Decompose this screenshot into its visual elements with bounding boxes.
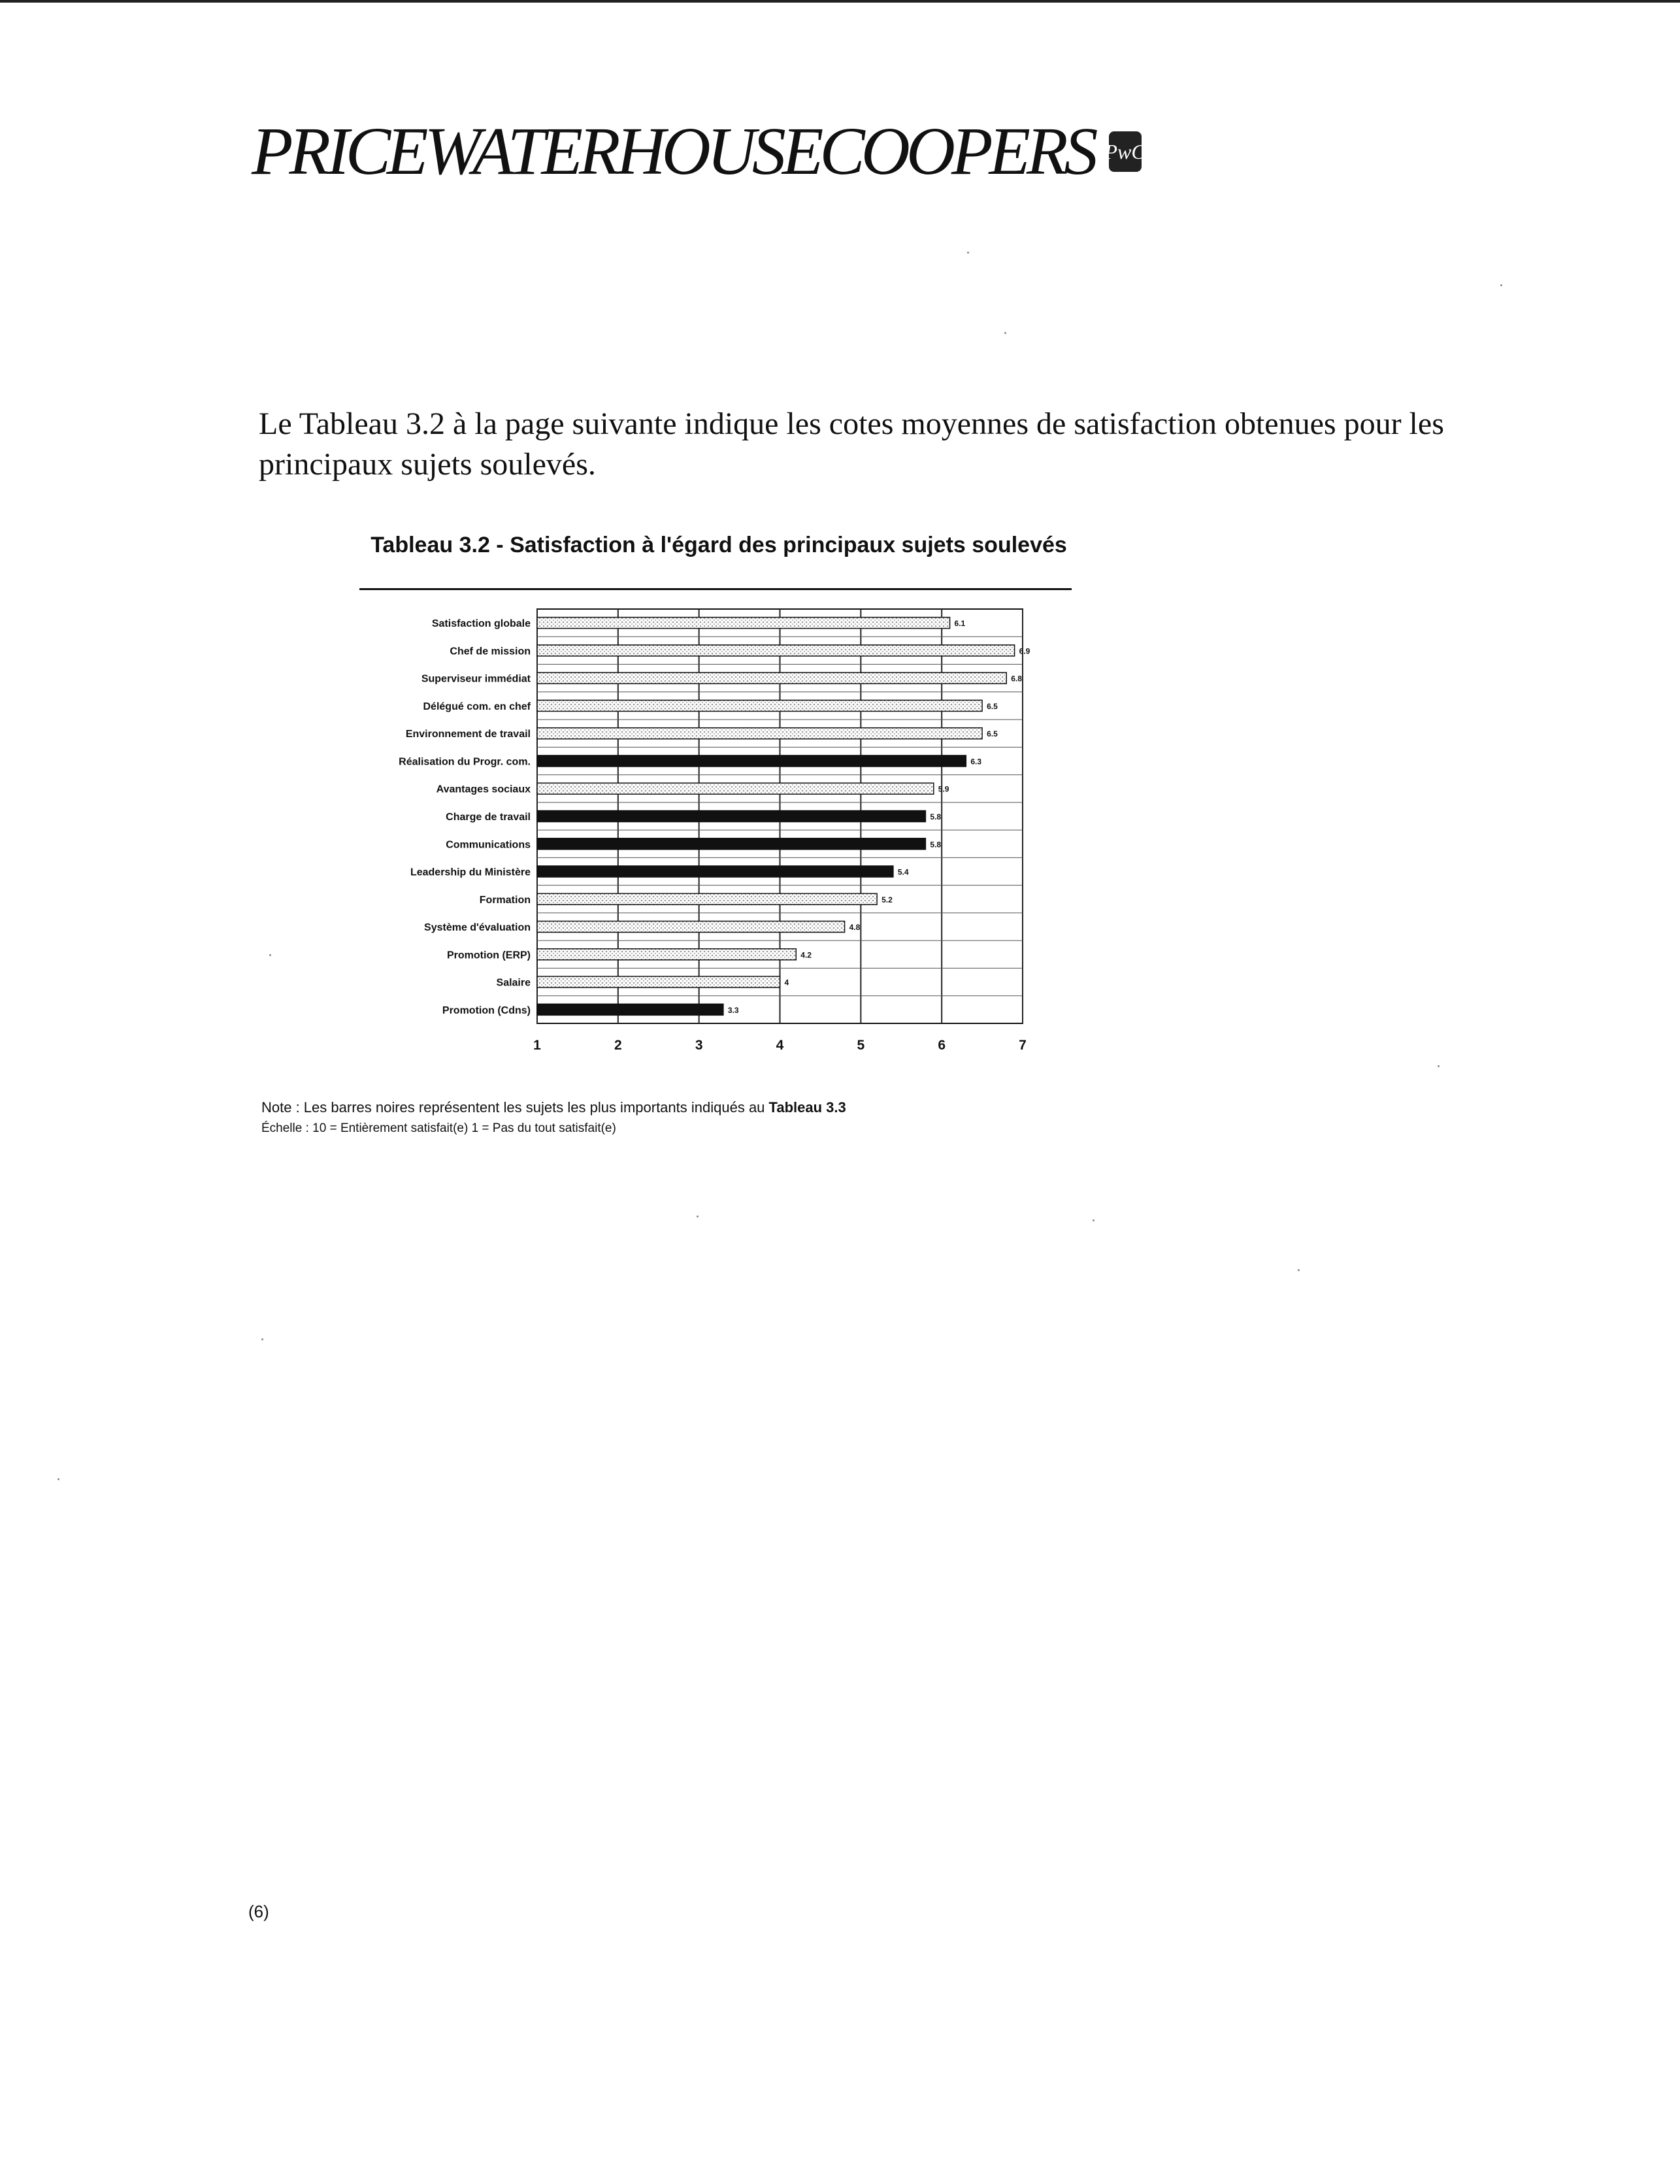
data-label: 4.2	[800, 950, 812, 960]
data-label: 6.1	[954, 619, 966, 629]
x-tick-label: 6	[938, 1038, 946, 1053]
data-label: 6.5	[987, 701, 998, 711]
category-label: Système d'évaluation	[424, 922, 531, 934]
data-label: 6.3	[970, 757, 982, 767]
x-tick-label: 7	[1019, 1038, 1027, 1053]
x-tick-label: 2	[614, 1038, 622, 1053]
scan-speck	[1093, 1219, 1095, 1221]
category-label: Satisfaction globale	[431, 618, 531, 630]
bar	[537, 949, 796, 960]
data-label: 4	[784, 978, 789, 987]
category-label: Charge de travail	[446, 812, 531, 823]
intro-paragraph: Le Tableau 3.2 à la page suivante indique les cotes moyennes de satisfaction obtenues pour les principaux sujets soulevés.	[259, 406, 1444, 482]
note-text: Note : Les barres noires représentent les sujets les plus importants indiqués au	[261, 1099, 769, 1116]
category-label: Promotion (ERP)	[447, 950, 531, 961]
data-label: 6.9	[1019, 646, 1030, 656]
category-label: Avantages sociaux	[436, 784, 531, 795]
logo-wordmark: PRICEWATERHOUSECOOPERS	[252, 114, 1095, 189]
scan-speck	[1438, 1065, 1440, 1067]
scan-speck	[1004, 332, 1006, 334]
data-label: 5.4	[897, 867, 909, 877]
bar	[537, 728, 982, 739]
satisfaction-bar-chart	[366, 601, 1085, 1072]
category-label: Promotion (Cdns)	[442, 1004, 531, 1016]
page-number: (6)	[248, 1902, 269, 1921]
title-rule	[359, 588, 1072, 590]
category-label: Leadership du Ministère	[410, 867, 531, 878]
scan-speck	[697, 1216, 699, 1217]
company-logo	[252, 114, 1145, 189]
x-tick-label: 4	[776, 1038, 784, 1053]
x-tick-label: 3	[695, 1038, 703, 1053]
scan-speck	[58, 1478, 59, 1480]
x-tick-label: 1	[533, 1038, 541, 1053]
note-ref: Tableau 3.3	[768, 1099, 846, 1116]
data-label: 6.8	[1011, 674, 1022, 684]
chart-title: Tableau 3.2 - Satisfaction à l'égard des principaux sujets soulevés	[371, 533, 1067, 557]
logo-seal-icon: PwC	[1109, 131, 1142, 172]
chart-bars	[537, 618, 1015, 1016]
data-label: 5.8	[930, 840, 942, 850]
bar	[537, 700, 982, 711]
bar	[537, 811, 925, 822]
scan-speck	[1298, 1269, 1300, 1271]
scan-speck	[1500, 284, 1502, 286]
category-label: Superviseur immédiat	[421, 673, 531, 685]
bar	[537, 755, 966, 767]
category-label: Réalisation du Progr. com.	[399, 756, 531, 768]
x-tick-label: 5	[857, 1038, 865, 1053]
bar	[537, 672, 1006, 684]
category-label: Formation	[479, 894, 531, 906]
scale-note: Échelle : 10 = Entièrement satisfait(e) 1 = Pas du tout satisfait(e)	[261, 1121, 616, 1135]
data-label: 5.2	[881, 895, 893, 904]
bar	[537, 838, 925, 850]
bar	[537, 618, 950, 629]
scan-speck	[261, 1338, 263, 1340]
data-label: 3.3	[727, 1005, 739, 1015]
bar	[537, 921, 845, 933]
bar	[537, 645, 1015, 656]
chart-note	[261, 1099, 1111, 1116]
bar	[537, 1004, 723, 1015]
category-label: Délégué com. en chef	[423, 701, 531, 712]
category-label: Communications	[446, 839, 531, 851]
category-label: Salaire	[496, 977, 531, 989]
data-label: 4.8	[849, 923, 861, 933]
bar	[537, 893, 877, 904]
data-label: 6.5	[987, 729, 998, 739]
category-label: Chef de mission	[450, 646, 531, 657]
bar	[537, 783, 934, 794]
data-label: 5.8	[930, 812, 942, 821]
bar	[537, 976, 780, 987]
scan-speck	[967, 252, 969, 254]
data-label: 5.9	[938, 784, 949, 794]
page-top-edge	[0, 0, 1680, 3]
bar	[537, 866, 893, 877]
category-label: Environnement de travail	[405, 729, 531, 740]
scan-speck	[269, 954, 271, 956]
